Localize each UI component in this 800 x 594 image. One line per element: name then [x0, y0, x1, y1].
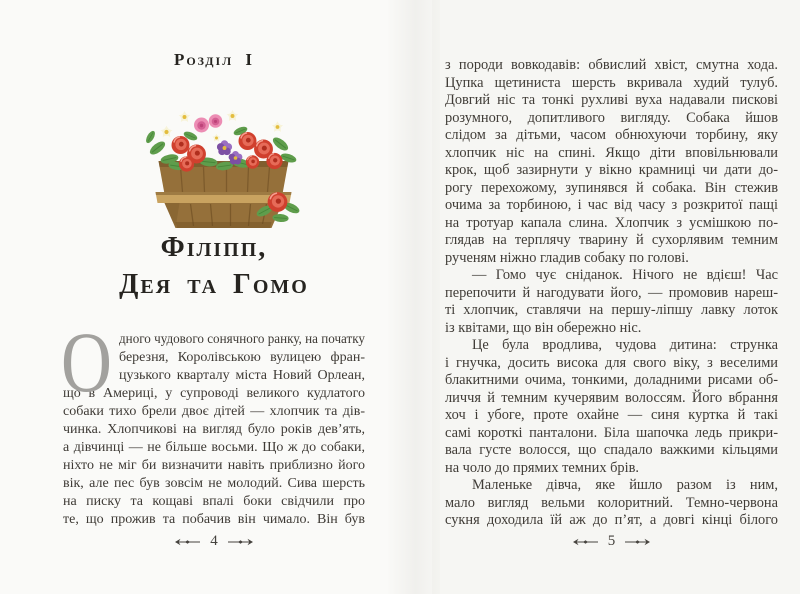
text-line: а дівчинці — не більше восьми. Що ж до собаки, — [63, 440, 365, 455]
right-page-lines — [445, 57, 778, 530]
text-line: хоч і убоге, проте охайне — синя куртка й такі — [445, 407, 778, 423]
text-line: те, що прожив та побачив він чимало. Він був — [63, 512, 365, 527]
page-number: 5 — [607, 533, 616, 549]
text-line: розумного, допитливого вигляду. Собака йшов — [445, 109, 778, 126]
text-line: крок, щоб зазирнути у вікно крамниці чи дати до- — [445, 162, 778, 178]
text-line: собаки тихо брели двоє дітей — хлопчик та дів- — [63, 404, 365, 419]
text-line: самі короткі панталони. Біла шапочка ледь прикри- — [445, 424, 778, 441]
text-line: глядав на терплячу тварину й сухорлявим темним — [445, 232, 778, 248]
chapter-heading: Розділ I — [173, 50, 255, 69]
text-line: і гнучка, досить висока для свого віку, з веселими — [445, 354, 778, 371]
left-page-body — [61, 314, 365, 529]
page-gutter-shadow — [386, 0, 440, 594]
text-line: Маленьке дівча, яке йшло разом із ним, — [472, 477, 778, 493]
chapter-title-line2: Дея та Гомо — [119, 269, 309, 300]
text-line: Це була вродлива, чудова дитина: струнка — [472, 337, 778, 353]
chapter-title-line1: Філіпп, — [160, 232, 268, 263]
text-line: з породи вовкодавів: обвислий хвіст, смутна хода. — [445, 57, 778, 73]
flower-basket-illustration — [129, 104, 319, 230]
text-line: — Гомо чує сніданок. Нічого не вдієш! Час — [472, 267, 778, 283]
text-line: що в Америці, у супроводі великого кудлатого — [63, 386, 365, 401]
text-line: дного чудового сонячного ранку, на початку — [119, 332, 365, 347]
pager-ornament-left-icon — [573, 537, 599, 547]
text-line: рогу перехожому, зупинявся й собака. Він стежив — [445, 179, 778, 196]
text-line: рученям ніжно гладив собаку по голові. — [445, 249, 689, 266]
text-line: березня, Королівською вулицею фран- — [119, 350, 365, 365]
text-line: слідом за дітьми, часом обнюхуючи торбину, яку — [445, 127, 778, 143]
left-page-number-row — [63, 533, 365, 550]
chapter-title — [63, 229, 365, 303]
page-number: 4 — [210, 533, 218, 549]
left-page — [63, 0, 365, 594]
text-line: перепочити й нагодувати його, — промовив нареш- — [445, 284, 778, 301]
drop-cap: О — [61, 314, 112, 410]
text-line: ніхто не міг би визначити навіть приблизно його — [63, 458, 365, 473]
text-line: Довгий ніс та тонкі рухливі вуха надавали пискові — [445, 92, 778, 108]
text-line: на писку та кощаві впалі боки свідчили про — [63, 494, 365, 509]
text-line: личчя й темним кучерявим волоссям. Його вбрання — [445, 389, 778, 406]
pager-ornament-right-icon — [624, 537, 650, 547]
right-page-number-row — [445, 533, 778, 550]
text-line: ті хлопчик, ставлячи на першу-ліпшу лавку лоток — [445, 302, 778, 318]
pager-ornament-right-icon — [227, 537, 253, 547]
text-line: блакитними очима, тонкими, доладними рисами об- — [445, 372, 778, 388]
text-line: сукня доходила їй аж до п’ят, а довгі кінці білого — [445, 512, 778, 528]
right-page-body — [445, 57, 778, 530]
text-line: мало вигляд вельми колоритний. Темно-червона — [445, 494, 778, 511]
text-line: чинка. Хлопчикові на вигляд було років дев’ять, — [63, 422, 365, 437]
text-line: хлопчик ніс на спині. Якщо діти вповільнювали — [445, 144, 778, 161]
pager-ornament-left-icon — [175, 537, 201, 547]
text-line: цузького кварталу міста Новий Орлеан, — [119, 368, 365, 383]
text-line: на чоло до прямих темних брів. — [445, 459, 640, 476]
right-page — [445, 0, 778, 594]
text-line: на тротуар капала слина. Хлопчик з усмішкою по- — [445, 214, 778, 231]
text-line: вала густе волосся, що спадало важкими кільцями — [445, 442, 778, 458]
text-line: очима за торбиною, і час від часу з розкритої пащі — [445, 197, 778, 213]
text-line: із квітами, що він обережно ніс. — [445, 319, 642, 336]
text-line: Цупка щетиниста шерсть вкривала худий тулуб. — [445, 74, 778, 91]
text-line: вік, але пес був зовсім не молодий. Сива шерсть — [63, 476, 365, 491]
